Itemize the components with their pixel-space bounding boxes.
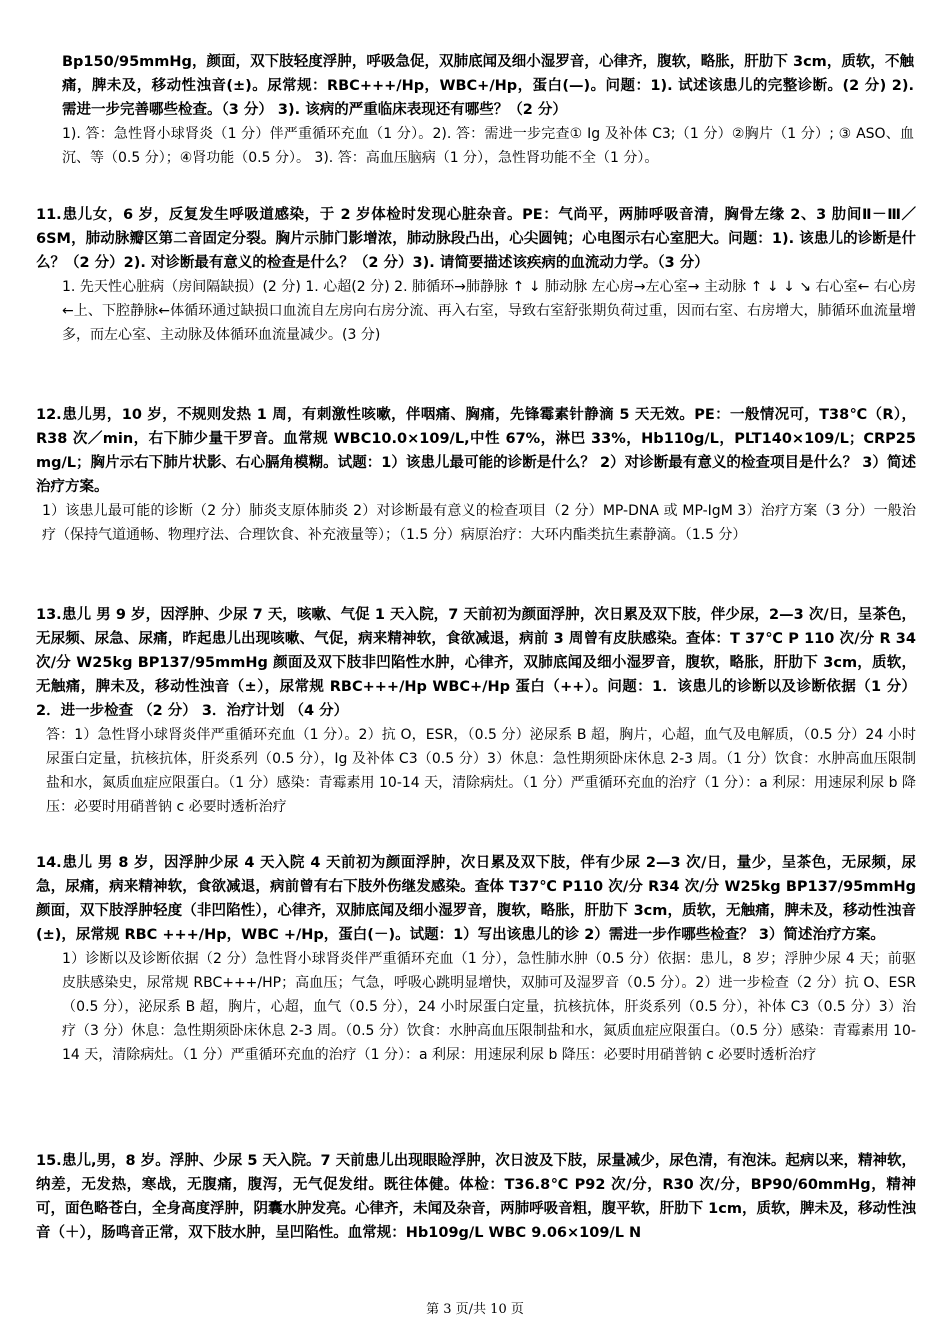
answer-text: 1. 先天性心脏病（房间隔缺损）(2 分) 1. 心超(2 分) 2. 肺循环→肺静脉 ↑ ↓ 肺动脉 左心房→左心室→ 主动脉 ↑ ↓ ↓ ↘ 右心室← 右心房←上、下腔静脉←体循环通过缺损口血流自左房向右房分流、再入右室，导致右室舒张期负荷过重，因而右室、右房增大，肺循环血流量增多，而左心室、主动脉及体循环血流量减少。(3 分) [62,279,916,343]
question-10-continued [62,50,914,170]
question-body: 患儿 男 9 岁，因浮肿、少尿 7 天，咳嗽、气促 1 天入院，7 天前初为颜面浮肿，次日累及双下肢，伴少尿，2—3 次/日，呈茶色，无尿频、尿急、尿痛，昨起患儿出现咳嗽、气促，病来精神软，食欲减退，病前 3 周曾有皮肤感染。查体：T 37℃ P 110 次/分 R 34 次/分 W25kg BP137/95mmHg 颜面及双下肢非凹陷性水肿，心律齐，双肺底闻及细小湿罗音，腹软，略胀，肝肋下 3cm，质软，无触痛，脾未及，移动性浊音（±），尿常规 RBC+++/Hp WBC+/Hp 蛋白（++）。问题：1．该患儿的诊断以及诊断依据（1 分） 2．进一步检查 （2 分） 3．治疗计划 （4 分） [36,607,916,719]
question-text: Bp150/95mmHg，颜面，双下肢轻度浮肿，呼吸急促，双肺底闻及细小湿罗音，心律齐，腹软，略胀，肝肋下 3cm，质软，不触痛，脾未及，移动性浊音(±)。尿常规：RBC+++/Hp，WBC+/Hp，蛋白(—)。问题：1). 试述该患儿的完整诊断。(2 分) 2). 需进一步完善哪些检查。（3 分） 3). 该病的严重临床表现还有哪些？（2 分） [62,54,914,118]
question-14 [36,851,916,1067]
answer-text: 1）该患儿最可能的诊断（2 分）肺炎支原体肺炎 2）对诊断最有意义的检查项目（2 分）MP-DNA 或 MP-IgM 3）治疗方案（3 分）一般治疗（保持气道通畅、物理疗法、合理饮食、补充液量等）；（1.5 分）病原治疗：大环内酯类抗生素静滴。（1.5 分） [42,503,916,543]
question-number: 11. [36,207,62,223]
question-body: 患儿,男，8 岁。浮肿、少尿 5 天入院。7 天前患儿出现眼睑浮肿，次日波及下肢，尿量减少，尿色清，有泡沫。起病以来，精神软，纳差，无发热，寒战，无腹痛，腹泻，无气促发绀。既往体健。体检：T36.8℃ P92 次/分，R30 次/分，BP90/60mmHg，精神可，面色略苍白，全身高度浮肿，阴囊水肿发亮。心律齐，未闻及杂音，两肺呼吸音粗，腹平软，肝肋下 1cm，质软，脾未及，移动性浊音（＋），肠鸣音正常，双下肢水肿，呈凹陷性。血常规：Hb109g/L WBC 9.06×109/L N [36,1153,916,1241]
page-footer: 第 3 页/共 10 页 [426,1302,524,1317]
question-13 [36,603,916,819]
answer-text: 答：1）急性肾小球肾炎伴严重循环充血（1 分）。2）抗 O，ESR，（0.5 分）泌尿系 B 超，胸片，心超，血气及电解质，（0.5 分）24 小时尿蛋白定量，抗核抗体，肝炎系列（0.5 分），Ig 及补体 C3（0.5 分）3）休息：急性期须卧床休息 2-3 周。（1 分）饮食：水肿高血压限制盐和水，氮质血症应限蛋白。（1 分）感染：青霉素用 10-14 天，清除病灶。（1 分）严重循环充血的治疗（1 分）：a 利尿：用速尿利尿 b 降压：必要时用硝普钠 c 必要时透析治疗 [46,727,916,815]
answer-text: 1）诊断以及诊断依据（2 分）急性肾小球肾炎伴严重循环充血（1 分），急性肺水肿（0.5 分）依据：患儿，8 岁；浮肿少尿 4 天；前驱皮肤感染史，尿常规 RBC+++/HP；高血压；气急，呼吸心跳明显增快，双肺可及湿罗音（0.5 分）。2）进一步检查（2 分）抗 O、ESR（0.5 分），泌尿系 B 超，胸片，心超，血气（0.5 分），24 小时尿蛋白定量，抗核抗体，肝炎系列（0.5 分），补体 C3（0.5 分）3）治疗（3 分）休息：急性期须卧床休息 2-3 周。（0.5 分）饮食：水肿高血压限制盐和水，氮质血症应限蛋白。（0.5 分）感染：青霉素用 10-14 天，清除病灶。（1 分）严重循环充血的治疗（1 分）：a 利尿：用速尿利尿 b 降压：必要时用硝普钠 c 必要时透析治疗 [62,951,916,1063]
question-15 [36,1149,916,1245]
question-body: 患儿男，10 岁，不规则发热 1 周，有刺激性咳嗽，伴咽痛、胸痛，先锋霉素针静滴 5 天无效。PE：一般情况可，T38℃（R），R38 次／min，右下肺少量干罗音。血常规 WBC10.0×109/L,中性 67%，淋巴 33%，Hb110g/L，PLT140×109/L；CRP25 mg/L；胸片示右下肺片状影、右心膈角模糊。试题：1）该患儿最可能的诊断是什么？ 2）对诊断最有意义的检查项目是什么？ 3）简述治疗方案。 [36,407,916,495]
question-body: 患儿女，6 岁，反复发生呼吸道感染，于 2 岁体检时发现心脏杂音。PE：气尚平，两肺呼吸音清，胸骨左缘 2、3 肋间Ⅱ－Ⅲ／6SM，肺动脉瓣区第二音固定分裂。胸片示肺门影增浓，肺动脉段凸出，心尖圆钝；心电图示右心室肥大。问题：1). 该患儿的诊断是什么？（2 分）2). 对诊断最有意义的检查是什么？（2 分）3). 请简要描述该疾病的血流动力学。（3 分） [36,207,916,271]
question-body: 患儿 男 8 岁，因浮肿少尿 4 天入院 4 天前初为颜面浮肿，次日累及双下肢，伴有少尿 2—3 次/日，量少，呈茶色，无尿频，尿急，尿痛，病来精神软，食欲减退，病前曾有右下肢外伤继发感染。查体 T37℃ P110 次/分 R34 次/分 W25kg BP137/95mmHg 颜面，双下肢浮肿轻度（非凹陷性），心律齐，双肺底闻及细小湿罗音，腹软，略胀，肝肋下 3cm，质软，无触痛，脾未及，移动性浊音(±)，尿常规 RBC +++/Hp，WBC +/Hp，蛋白(－)。试题：1）写出该患儿的诊 2）需进一步作哪些检查？ 3）简述治疗方案。 [36,855,916,943]
question-text [36,1149,916,1245]
question-text [36,403,916,499]
question-text [36,851,916,947]
question-number: 15. [36,1153,62,1169]
question-12 [36,403,916,547]
question-11 [36,203,916,347]
question-number: 14. [36,855,62,871]
question-number: 13. [36,607,62,623]
question-number: 12. [36,407,62,423]
question-text [36,203,916,275]
answer-text: 1). 答：急性肾小球肾炎（1 分）伴严重循环充血（1 分）。2). 答：需进一步完查① Ig 及补体 C3;（1 分）②胸片（1 分）; ③ ASO、血沉、等（0.5 分）；④肾功能（0.5 分）。 3). 答：高血压脑病（1 分），急性肾功能不全（1 分）。 [62,126,914,166]
question-text [36,603,916,723]
